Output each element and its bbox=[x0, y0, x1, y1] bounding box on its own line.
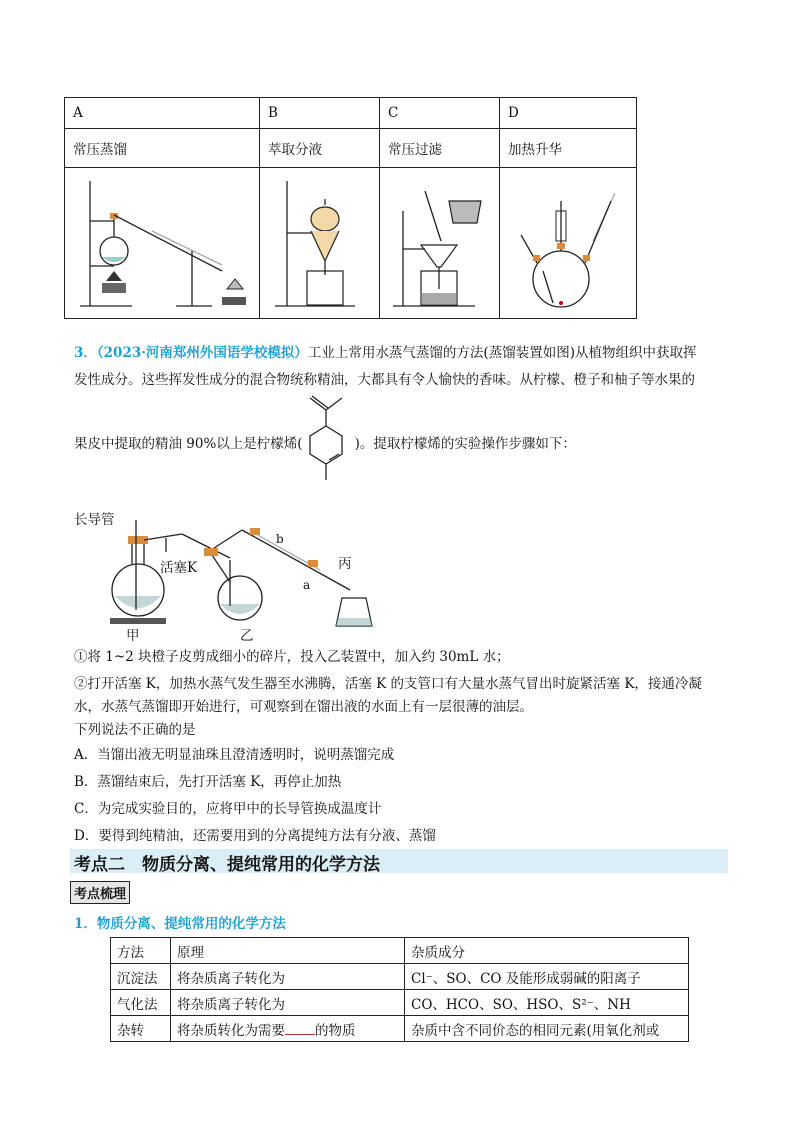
table-cell: 杂转 bbox=[111, 1016, 171, 1042]
section-subtitle: 1．物质分离、提纯常用的化学方法 bbox=[74, 916, 286, 932]
step-2-line2: 水，水蒸气蒸馏即开始进行，可观察到在馏出液的水面上有一层很薄的油层。 bbox=[74, 699, 533, 715]
steam-distillation-diagram bbox=[70, 500, 390, 648]
option-letter: A bbox=[65, 98, 260, 129]
table-cell: 将杂质离子转化为 bbox=[171, 990, 405, 1016]
table-cell: CO、HCO、SO、HSO、S²⁻、NH bbox=[405, 990, 689, 1016]
question-source: （2023·河南郑州外国语学校模拟） bbox=[96, 345, 308, 361]
label-bing: 丙 bbox=[338, 556, 352, 572]
option-b: B．蒸馏结束后，先打开活塞 K，再停止加热 bbox=[74, 774, 342, 790]
option-name: 常压蒸馏 bbox=[65, 129, 260, 168]
label-b: b bbox=[276, 532, 284, 546]
table-header: 方法 bbox=[111, 938, 171, 964]
sublimation-apparatus-image bbox=[500, 168, 637, 319]
table-cell: 将杂质转化为需要 的物质 bbox=[171, 1016, 405, 1042]
table-cell: Cl⁻、SO、CO 及能形成弱碱的阳离子 bbox=[405, 964, 689, 990]
section-badge: 考点梳理 bbox=[70, 881, 130, 904]
question3-line1 bbox=[74, 343, 696, 363]
step-1: ①将 1~2 块橙子皮剪成细小的碎片，投入乙装置中，加入约 30mL 水； bbox=[74, 649, 510, 665]
table-row bbox=[111, 990, 689, 1016]
table-row bbox=[111, 938, 689, 964]
option-c: C．为完成实验目的，应将甲中的长导管换成温度计 bbox=[74, 801, 382, 817]
method-table bbox=[110, 937, 689, 1042]
option-name: 萃取分液 bbox=[260, 129, 380, 168]
table-row bbox=[111, 964, 689, 990]
question-prompt: 下列说法不正确的是 bbox=[74, 722, 196, 738]
question3-line2: 发性成分。这些挥发性成分的混合物统称精油，大都具有令人愉快的香味。从柠檬、橙子和柚子等水果的 bbox=[74, 372, 695, 388]
section-title: 考点二 物质分离、提纯常用的化学方法 bbox=[74, 855, 380, 875]
label-stopcock: 活塞K bbox=[160, 560, 198, 576]
table-row bbox=[111, 1016, 689, 1042]
table-cell: 将杂质离子转化为 bbox=[171, 964, 405, 990]
options-table bbox=[64, 97, 637, 319]
table-cell: 沉淀法 bbox=[111, 964, 171, 990]
question-number: 3． bbox=[74, 345, 97, 361]
question3-line3: 果皮中提取的精油 90%以上是柠檬烯( )。提取柠檬烯的实验操作步骤如下： bbox=[74, 436, 576, 452]
table-cell: 气化法 bbox=[111, 990, 171, 1016]
label-yi: 乙 bbox=[240, 628, 254, 644]
table-header: 原理 bbox=[171, 938, 405, 964]
label-jia: 甲 bbox=[126, 628, 140, 644]
option-letter: D bbox=[500, 98, 637, 129]
option-letter: B bbox=[260, 98, 380, 129]
answer-blank bbox=[285, 1022, 315, 1035]
separatory-funnel-apparatus-image bbox=[260, 168, 380, 319]
question-text: 工业上常用水蒸气蒸馏的方法(蒸馏装置如图)从植物组织中获取挥 bbox=[307, 345, 697, 361]
label-long-tube: 长导管 bbox=[74, 512, 115, 528]
table-header: 杂质成分 bbox=[405, 938, 689, 964]
option-a: A．当馏出液无明显油珠且澄清透明时，说明蒸馏完成 bbox=[74, 747, 395, 763]
step-2-line1: ②打开活塞 K，加热水蒸气发生器至水沸腾，活塞 K 的支管口有大量水蒸气冒出时旋紧活塞 K，接通冷凝 bbox=[74, 676, 702, 692]
filtration-apparatus-image bbox=[380, 168, 500, 319]
option-letter: C bbox=[380, 98, 500, 129]
option-name: 常压过滤 bbox=[380, 129, 500, 168]
option-name: 加热升华 bbox=[500, 129, 637, 168]
table-cell: 杂质中含不同价态的相同元素(用氧化剂或 bbox=[405, 1016, 689, 1042]
label-a: a bbox=[303, 578, 311, 592]
distillation-apparatus-image bbox=[65, 168, 260, 319]
option-d: D．要得到纯精油，还需要用到的分离提纯方法有分液、蒸馏 bbox=[74, 828, 436, 844]
